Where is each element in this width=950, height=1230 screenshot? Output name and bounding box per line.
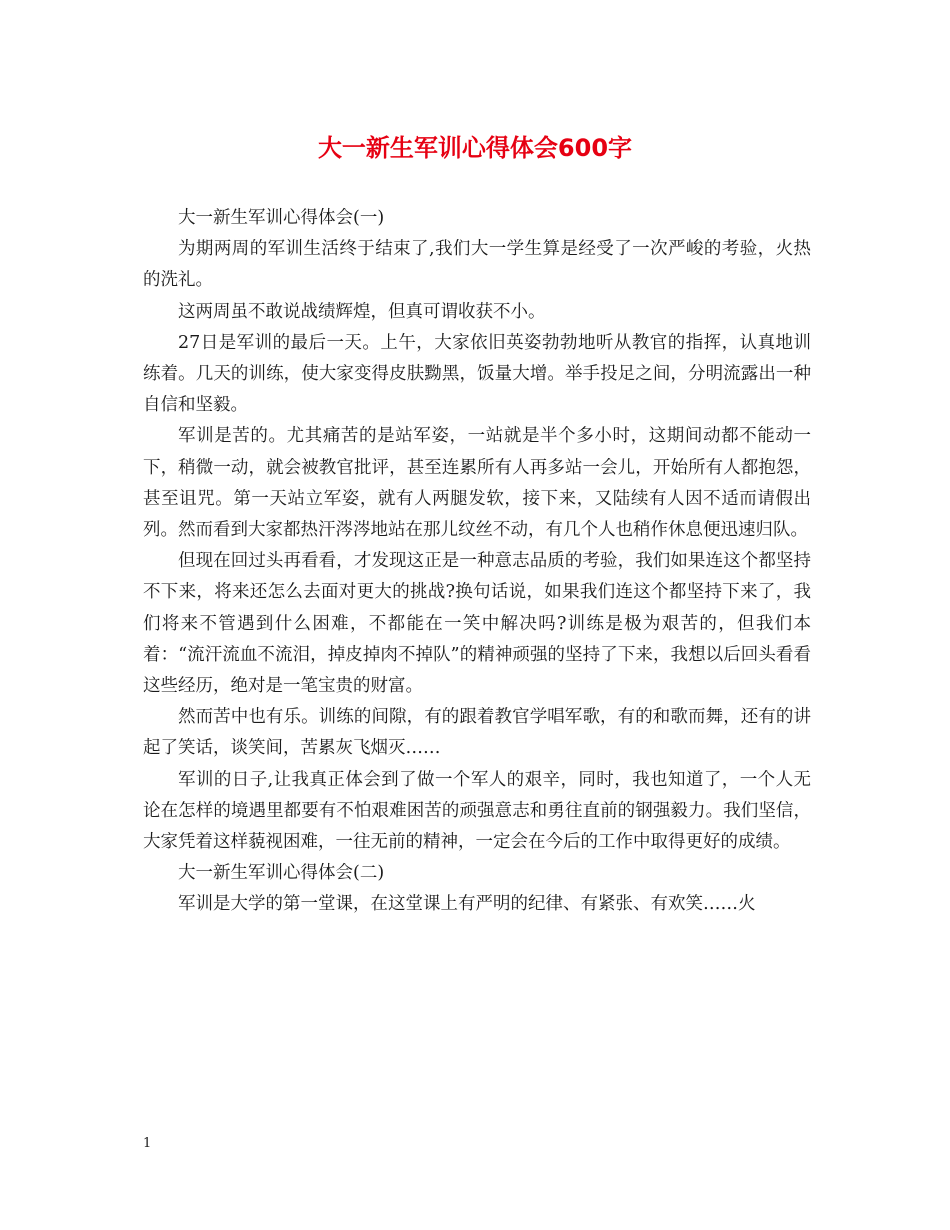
paragraph: 然而苦中也有乐。训练的间隙，有的跟着教官学唱军歌，有的和歌而舞，还有的讲起了笑话，谈笑间，苦累灰飞烟灭…… xyxy=(143,707,811,759)
page-number: 1 xyxy=(143,1136,152,1151)
paragraph: 军训是大学的第一堂课，在这堂课上有严明的纪律、有紧张、有欢笑……火 xyxy=(178,894,756,915)
page-title: 大一新生军训心得体会600字 xyxy=(317,134,633,162)
section-heading-1: 大一新生军训心得体会(一) xyxy=(178,208,385,228)
section-heading-2: 大一新生军训心得体会(二) xyxy=(178,863,385,884)
paragraph: 但现在回过头再看看，才发现这正是一种意志品质的考验，我们如果连这个都坚持不下来，将来还怎么去面对更大的挑战?换句话说，如果我们连这个都坚持下来了，我们将来不管遇到什么困难，不都能在一笑中解决吗?训练是极为艰苦的，但我们本着：“流汗流血不流泪，掉皮掉肉不掉队”的精神顽强的坚持了下来，我想以后回头看看这些经历，绝对是一笔宝贵的财富。 xyxy=(143,551,811,697)
paragraph: 军训的日子,让我真正体会到了做一个军人的艰辛，同时，我也知道了，一个人无论在怎样的境遇里都要有不怕艰难困苦的顽强意志和勇往直前的钢强毅力。我们坚信，大家凭着这样藐视困难，一往无前的精神，一定会在今后的工作中取得更好的成绩。 xyxy=(143,769,811,853)
paragraph: 这两周虽不敢说战绩辉煌，但真可谓收获不小。 xyxy=(178,301,546,322)
paragraph: 军训是苦的。尤其痛苦的是站军姿，一站就是半个多小时，这期间动都不能动一下，稍微一动，就会被教官批评，甚至连累所有人再多站一会儿，开始所有人都抱怨，甚至诅咒。第一天站立军姿，就有人两腿发软，接下来，又陆续有人因不适而请假出列。然而看到大家都热汗涔涔地站在那儿纹丝不动，有几个人也稍作休息便迅速归队。 xyxy=(143,426,811,541)
paragraph: 为期两周的军训生活终于结束了,我们大一学生算是经受了一次严峻的考验，火热的洗礼。 xyxy=(143,239,811,291)
paragraph: 27日是军训的最后一天。上午，大家依旧英姿勃勃地听从教官的指挥，认真地训练着。几天的训练，使大家变得皮肤黝黑，饭量大增。举手投足之间，分明流露出一种自信和坚毅。 xyxy=(143,332,811,416)
document-body xyxy=(143,203,811,921)
